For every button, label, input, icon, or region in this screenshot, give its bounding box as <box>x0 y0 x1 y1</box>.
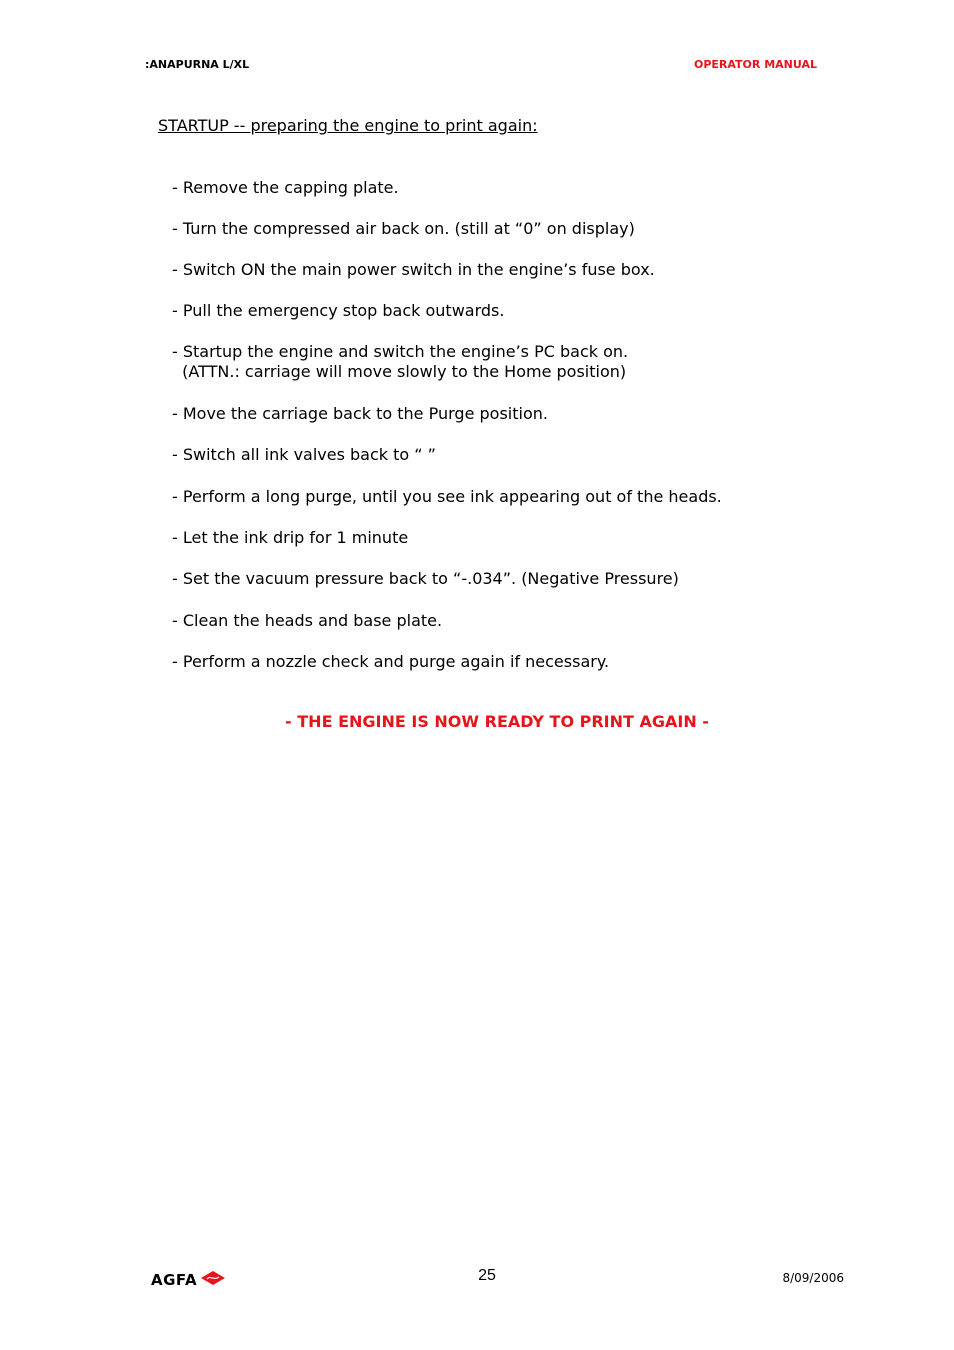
step-item: - Switch all ink valves back to “ ” <box>172 445 436 464</box>
page-number: 25 <box>478 1267 496 1284</box>
step-item: - Startup the engine and switch the engine’s PC back on. <box>172 342 629 361</box>
header-product-name: :ANAPURNA L/XL <box>145 58 250 71</box>
header-manual-title: OPERATOR MANUAL <box>694 58 817 71</box>
ready-message: - THE ENGINE IS NOW READY TO PRINT AGAIN - <box>285 712 709 731</box>
step-item: - Pull the emergency stop back outwards. <box>172 301 505 320</box>
step-item-note: (ATTN.: carriage will move slowly to the Home position) <box>172 362 627 381</box>
step-item: - Turn the compressed air back on. (still at “0” on display) <box>172 219 635 238</box>
step-item: - Clean the heads and base plate. <box>172 611 443 630</box>
step-item: - Set the vacuum pressure back to “-.034”. (Negative Pressure) <box>172 569 679 588</box>
step-item: - Remove the capping plate. <box>172 178 399 197</box>
step-item: - Move the carriage back to the Purge position. <box>172 404 548 423</box>
step-item: - Perform a long purge, until you see ink appearing out of the heads. <box>172 487 722 506</box>
logo-text: AGFA <box>151 1271 198 1289</box>
step-item: - Let the ink drip for 1 minute <box>172 528 409 547</box>
step-item: - Switch ON the main power switch in the engine’s fuse box. <box>172 260 655 279</box>
section-title: STARTUP -- preparing the engine to print again: <box>158 116 538 135</box>
step-item: - Perform a nozzle check and purge again if necessary. <box>172 652 610 671</box>
footer-date: 8/09/2006 <box>782 1271 844 1285</box>
